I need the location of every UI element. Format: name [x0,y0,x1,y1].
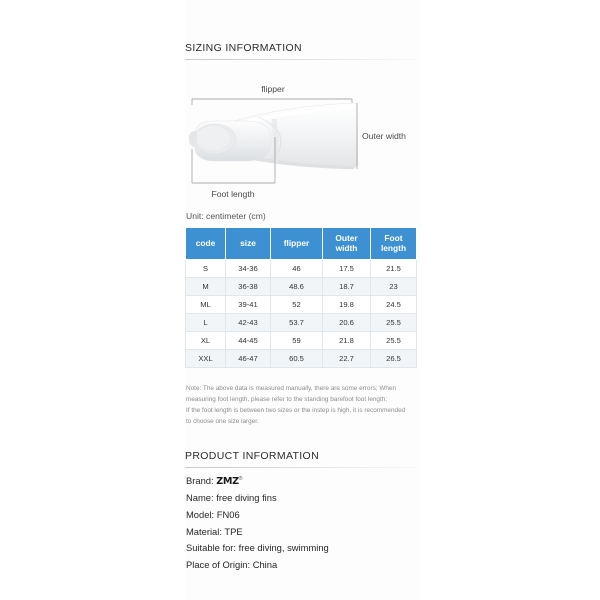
cell-size: 46-47 [226,349,271,367]
cell-code: XL [186,331,226,349]
outer-width-label: Outer width [362,131,406,141]
cell-foot-length: 21.5 [371,259,417,277]
cell-outer-width: 17.5 [323,259,371,277]
outer-width-dimension-guide [357,103,406,169]
cell-outer-width: 20.6 [323,313,371,331]
cell-foot-length: 26.5 [371,349,417,367]
column-header-outer-width: Outer width [323,228,371,260]
size-table [185,227,417,368]
cell-flipper: 52 [271,295,323,313]
product-model-row: Model: FN06 [186,508,240,520]
fin-measurement-diagram [185,75,420,205]
brand-label: Brand: [186,475,214,486]
product-name-row: Name: free diving fins [186,492,277,504]
cell-code: ML [186,295,226,313]
cell-outer-width: 22.7 [323,349,371,367]
cell-flipper: 59 [271,331,323,349]
sizing-note [186,383,415,427]
cell-flipper: 53.7 [271,313,323,331]
table-row [186,349,417,367]
note-line: Note: The above data is measured manually, there are some errors; When [186,385,397,392]
cell-code: S [186,259,226,277]
size-table-body [186,259,417,367]
table-row [186,277,417,295]
cell-size: 44-45 [226,331,271,349]
size-table-container [185,227,416,368]
cell-flipper: 48.6 [271,277,323,295]
cell-foot-length: 25.5 [371,331,417,349]
cell-flipper: 46 [271,259,323,277]
note-line: If the foot length is between two sizes or the instep is high, it is recommended [186,407,406,415]
product-section-divider [185,467,416,468]
cell-code: XXL [186,349,226,367]
product-section-heading: PRODUCT INFORMATION [185,450,320,462]
product-origin-row: Place of Origin: China [186,559,278,570]
cell-size: 36-38 [226,277,271,295]
column-header-foot-length: Foot length [371,228,417,260]
brand-logo: ZMZ [216,476,239,487]
column-header-code: code [186,228,226,260]
cell-outer-width: 18.7 [323,277,371,295]
cell-foot-length: 24.5 [371,295,417,313]
note-line: measuring foot length, please refer to the standing barefoot foot length; [186,396,388,404]
cell-size: 39-41 [226,295,271,313]
foot-length-label: Foot length [211,189,255,199]
table-row [186,295,417,313]
cell-size: 42-43 [226,313,271,331]
sizing-section-heading: SIZING INFORMATION [185,42,302,54]
product-material-row: Material: TPE [186,525,243,537]
fin-diagram-svg [185,75,420,205]
brand-trademark-icon: ® [238,475,243,482]
product-suitable-for-row: Suitable for: free diving, swimming [186,542,329,554]
cell-size: 34-36 [226,259,271,277]
cell-foot-length: 25.5 [371,313,417,331]
cell-code: L [186,313,226,331]
listing-content [185,0,420,600]
table-row [186,331,417,349]
flipper-dimension-guide [192,84,352,105]
unit-note: Unit: centimeter (cm) [186,211,266,221]
table-row [186,313,417,331]
product-details-list [186,473,417,574]
table-header-row [186,228,417,260]
cell-foot-length: 23 [371,277,417,295]
flipper-label: flipper [261,84,285,94]
cell-outer-width: 19.8 [323,295,371,313]
column-header-size: size [226,228,271,260]
product-information-section [185,450,420,468]
sizing-section-divider [185,59,416,60]
table-row [186,259,417,277]
cell-code: M [186,277,226,295]
column-header-flipper: flipper [271,228,323,260]
note-line: to choose one size larger. [186,418,259,426]
sizing-information-section [185,42,420,60]
fin-illustration [189,103,358,169]
product-brand-row [186,473,417,490]
cell-flipper: 60.5 [271,349,323,367]
cell-outer-width: 21.8 [323,331,371,349]
